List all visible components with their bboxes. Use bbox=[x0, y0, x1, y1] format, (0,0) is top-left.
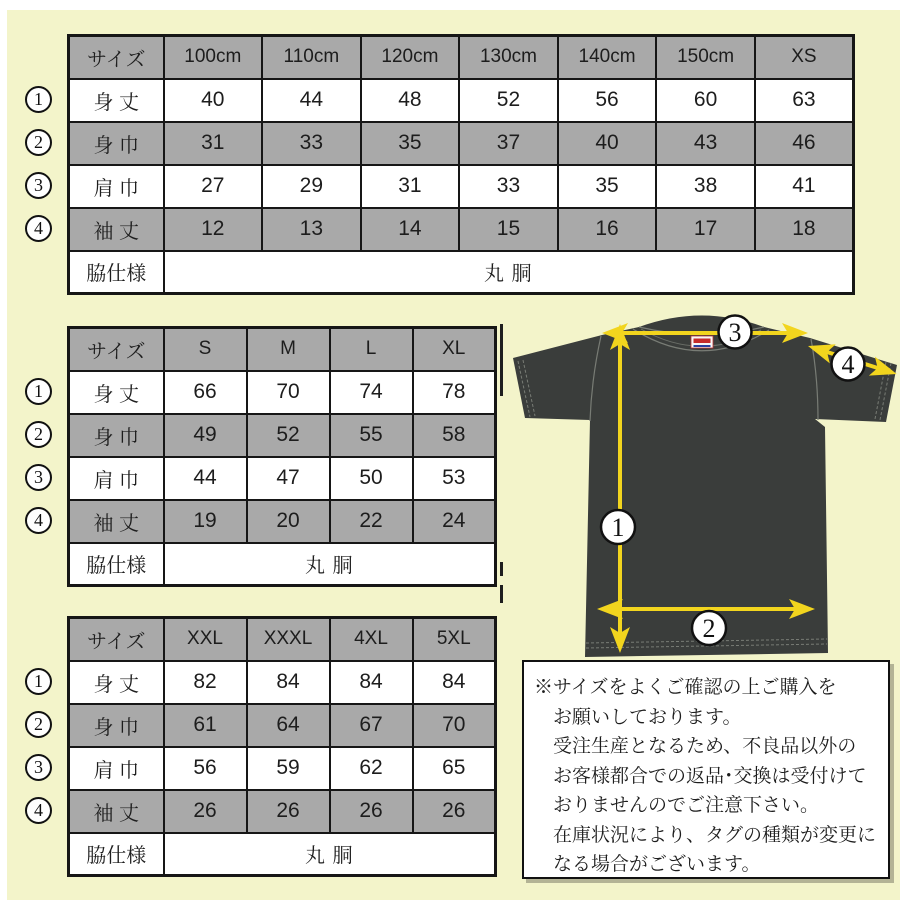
value-cell: 63 bbox=[755, 79, 854, 122]
value-cell: 40 bbox=[164, 79, 263, 122]
footer-value-cell: 丸 胴 bbox=[164, 833, 496, 876]
note-line: ※サイズをよくご確認の上ご購入を bbox=[534, 677, 837, 698]
tshirt-diagram-svg bbox=[498, 308, 900, 658]
footer-label-cell: 脇仕様 bbox=[69, 833, 164, 876]
big-size-table-wrap bbox=[67, 616, 497, 877]
value-cell: 12 bbox=[164, 208, 263, 251]
column-header-cell: 4XL bbox=[330, 618, 413, 661]
note-line: 受注生産となるため、不良品以外の bbox=[553, 736, 857, 757]
value-cell: 15 bbox=[459, 208, 558, 251]
column-header-cell: 130cm bbox=[459, 36, 558, 79]
note-line: お願いしております。 bbox=[553, 706, 742, 728]
row-label-cell: 身 丈 bbox=[69, 79, 164, 122]
row-label-cell: 身 丈 bbox=[69, 661, 164, 704]
row-marker-2: 2 bbox=[25, 129, 52, 156]
row-label-cell: 肩 巾 bbox=[69, 457, 164, 500]
table-row bbox=[69, 208, 854, 251]
table-footer-row bbox=[69, 251, 854, 294]
diagram-marker-4 bbox=[832, 348, 865, 381]
value-cell: 55 bbox=[330, 414, 413, 457]
row-label-cell: 肩 巾 bbox=[69, 747, 164, 790]
note-line: 在庫状況により、タグの種類が変更に bbox=[553, 824, 877, 846]
column-header-cell: M bbox=[247, 328, 330, 371]
adult-size-table-wrap bbox=[67, 326, 497, 587]
note-line: おりませんのでご注意下さい。 bbox=[553, 795, 820, 816]
value-cell: 33 bbox=[459, 165, 558, 208]
value-cell: 46 bbox=[755, 122, 854, 165]
size-header-cell: サイズ bbox=[69, 36, 164, 79]
footer-value-cell: 丸 胴 bbox=[164, 251, 854, 294]
value-cell: 58 bbox=[413, 414, 496, 457]
value-cell: 64 bbox=[247, 704, 330, 747]
row-label-cell: 身 巾 bbox=[69, 414, 164, 457]
value-cell: 13 bbox=[262, 208, 361, 251]
value-cell: 67 bbox=[330, 704, 413, 747]
value-cell: 26 bbox=[330, 790, 413, 833]
value-cell: 26 bbox=[413, 790, 496, 833]
value-cell: 84 bbox=[247, 661, 330, 704]
row-marker-1: 1 bbox=[25, 86, 52, 113]
svg-text:4: 4 bbox=[841, 350, 855, 379]
note-line: お客様都合での返品･交換は受付けて bbox=[553, 765, 867, 787]
svg-text:1: 1 bbox=[611, 513, 625, 542]
value-cell: 44 bbox=[164, 457, 247, 500]
value-cell: 18 bbox=[755, 208, 854, 251]
table-row bbox=[69, 790, 496, 833]
value-cell: 84 bbox=[413, 661, 496, 704]
value-cell: 37 bbox=[459, 122, 558, 165]
value-cell: 74 bbox=[330, 371, 413, 414]
column-header-cell: XS bbox=[755, 36, 854, 79]
value-cell: 29 bbox=[262, 165, 361, 208]
table-row bbox=[69, 704, 496, 747]
value-cell: 56 bbox=[558, 79, 657, 122]
value-cell: 47 bbox=[247, 457, 330, 500]
table-row bbox=[69, 457, 496, 500]
value-cell: 19 bbox=[164, 500, 247, 543]
value-cell: 78 bbox=[413, 371, 496, 414]
value-cell: 16 bbox=[558, 208, 657, 251]
value-cell: 56 bbox=[164, 747, 247, 790]
value-cell: 26 bbox=[247, 790, 330, 833]
note-line: なる場合がございます。 bbox=[553, 854, 761, 875]
table-row bbox=[69, 661, 496, 704]
value-cell: 24 bbox=[413, 500, 496, 543]
big-size-table bbox=[67, 616, 497, 877]
table-row bbox=[69, 165, 854, 208]
diagram-marker-3 bbox=[719, 316, 752, 349]
table-footer-row bbox=[69, 543, 496, 586]
value-cell: 70 bbox=[247, 371, 330, 414]
purchase-note-box bbox=[522, 660, 890, 879]
value-cell: 52 bbox=[247, 414, 330, 457]
row-marker-2: 2 bbox=[25, 421, 52, 448]
column-header-cell: 140cm bbox=[558, 36, 657, 79]
column-header-cell: 110cm bbox=[262, 36, 361, 79]
row-marker-3: 3 bbox=[25, 754, 52, 781]
value-cell: 65 bbox=[413, 747, 496, 790]
row-label-cell: 身 巾 bbox=[69, 122, 164, 165]
svg-text:3: 3 bbox=[728, 318, 742, 347]
row-marker-3: 3 bbox=[25, 172, 52, 199]
value-cell: 33 bbox=[262, 122, 361, 165]
footer-label-cell: 脇仕様 bbox=[69, 251, 164, 294]
value-cell: 31 bbox=[164, 122, 263, 165]
row-label-cell: 身 丈 bbox=[69, 371, 164, 414]
value-cell: 41 bbox=[755, 165, 854, 208]
size-header-cell: サイズ bbox=[69, 618, 164, 661]
table-row bbox=[69, 371, 496, 414]
column-header-cell: XXL bbox=[164, 618, 247, 661]
column-header-cell: 5XL bbox=[413, 618, 496, 661]
value-cell: 82 bbox=[164, 661, 247, 704]
row-label-cell: 袖 丈 bbox=[69, 790, 164, 833]
value-cell: 50 bbox=[330, 457, 413, 500]
table-row bbox=[69, 414, 496, 457]
value-cell: 22 bbox=[330, 500, 413, 543]
table-row bbox=[69, 122, 854, 165]
value-cell: 62 bbox=[330, 747, 413, 790]
value-cell: 35 bbox=[361, 122, 460, 165]
value-cell: 61 bbox=[164, 704, 247, 747]
diagram-marker-2 bbox=[692, 611, 726, 645]
row-marker-4: 4 bbox=[25, 797, 52, 824]
kids-size-table-wrap bbox=[67, 34, 855, 295]
column-header-cell: 150cm bbox=[656, 36, 755, 79]
row-marker-2: 2 bbox=[25, 711, 52, 738]
row-marker-1: 1 bbox=[25, 668, 52, 695]
footer-value-cell: 丸 胴 bbox=[164, 543, 496, 586]
value-cell: 31 bbox=[361, 165, 460, 208]
column-header-cell: 100cm bbox=[164, 36, 263, 79]
value-cell: 49 bbox=[164, 414, 247, 457]
value-cell: 66 bbox=[164, 371, 247, 414]
value-cell: 27 bbox=[164, 165, 263, 208]
value-cell: 53 bbox=[413, 457, 496, 500]
value-cell: 17 bbox=[656, 208, 755, 251]
value-cell: 26 bbox=[164, 790, 247, 833]
column-header-cell: 120cm bbox=[361, 36, 460, 79]
row-label-cell: 身 巾 bbox=[69, 704, 164, 747]
table-footer-row bbox=[69, 833, 496, 876]
value-cell: 20 bbox=[247, 500, 330, 543]
brand-tag-icon bbox=[691, 336, 713, 348]
value-cell: 38 bbox=[656, 165, 755, 208]
column-header-cell: S bbox=[164, 328, 247, 371]
row-marker-4: 4 bbox=[25, 215, 52, 242]
column-header-cell: XXXL bbox=[247, 618, 330, 661]
size-header-cell: サイズ bbox=[69, 328, 164, 371]
value-cell: 84 bbox=[330, 661, 413, 704]
value-cell: 48 bbox=[361, 79, 460, 122]
row-label-cell: 肩 巾 bbox=[69, 165, 164, 208]
row-marker-1: 1 bbox=[25, 378, 52, 405]
value-cell: 14 bbox=[361, 208, 460, 251]
svg-text:2: 2 bbox=[702, 614, 716, 643]
value-cell: 35 bbox=[558, 165, 657, 208]
value-cell: 70 bbox=[413, 704, 496, 747]
column-header-cell: XL bbox=[413, 328, 496, 371]
row-marker-4: 4 bbox=[25, 507, 52, 534]
value-cell: 59 bbox=[247, 747, 330, 790]
footer-label-cell: 脇仕様 bbox=[69, 543, 164, 586]
diagram-marker-1 bbox=[601, 510, 635, 544]
row-marker-3: 3 bbox=[25, 464, 52, 491]
table-row bbox=[69, 500, 496, 543]
table-row bbox=[69, 79, 854, 122]
row-label-cell: 袖 丈 bbox=[69, 208, 164, 251]
adult-size-table bbox=[67, 326, 497, 587]
kids-size-table bbox=[67, 34, 855, 295]
value-cell: 52 bbox=[459, 79, 558, 122]
table-row bbox=[69, 747, 496, 790]
tshirt-measurement-diagram bbox=[498, 308, 900, 658]
column-header-cell: L bbox=[330, 328, 413, 371]
value-cell: 40 bbox=[558, 122, 657, 165]
value-cell: 60 bbox=[656, 79, 755, 122]
row-label-cell: 袖 丈 bbox=[69, 500, 164, 543]
value-cell: 44 bbox=[262, 79, 361, 122]
value-cell: 43 bbox=[656, 122, 755, 165]
